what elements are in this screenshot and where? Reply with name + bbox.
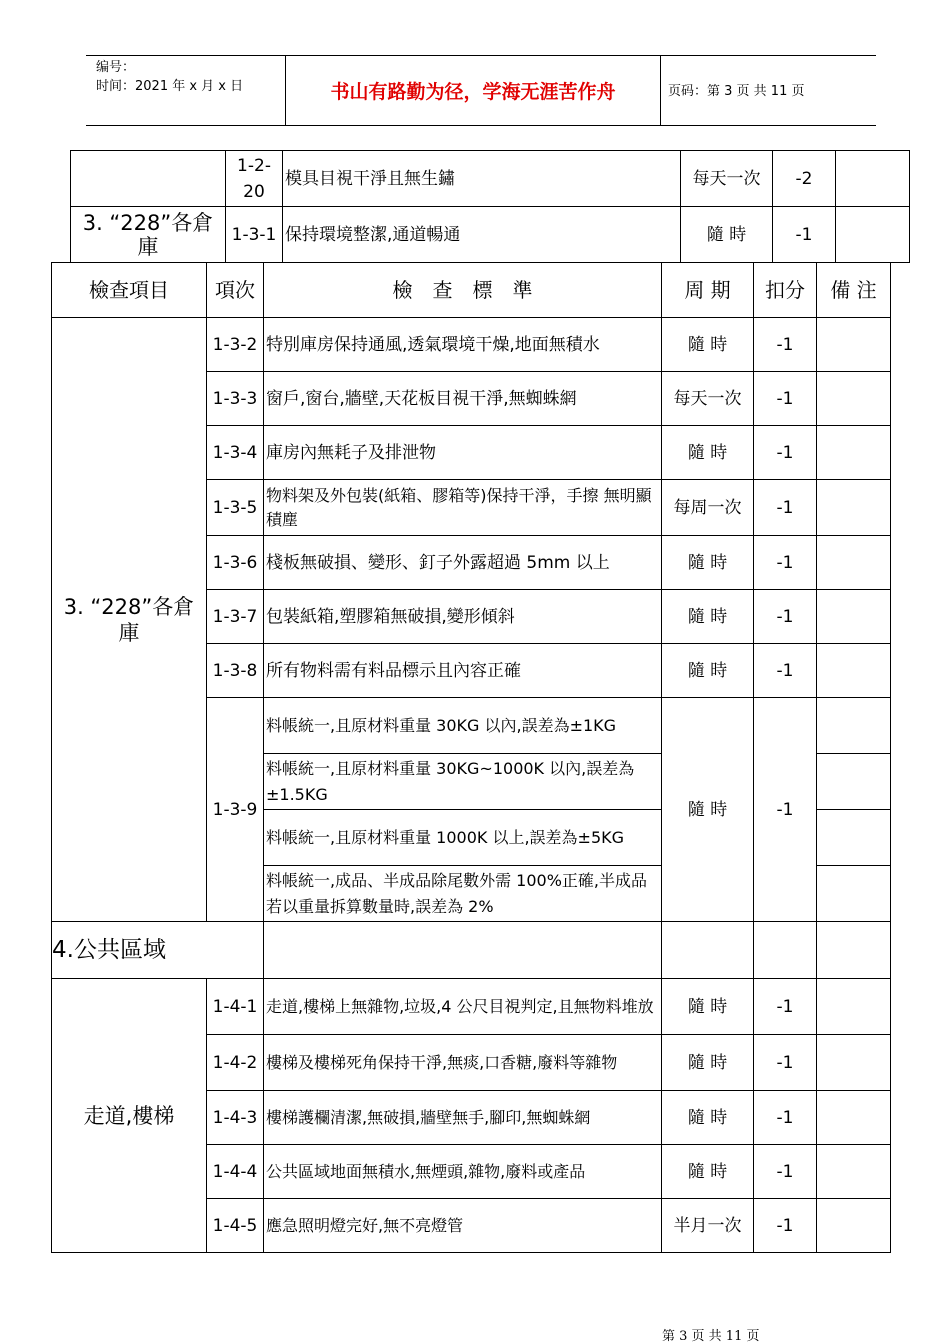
item-cell	[71, 151, 226, 207]
note-cell	[817, 590, 891, 644]
note-cell	[817, 318, 891, 372]
deduct-cell: -1	[754, 1145, 817, 1199]
code-cell: 1-4-2	[207, 1035, 264, 1091]
period-cell: 隨 時	[662, 1091, 754, 1145]
number-label: 编号：	[96, 60, 136, 75]
col-header: 檢 查 標 準	[264, 263, 662, 318]
code-cell: 1-3-8	[207, 644, 264, 698]
period-cell: 每周一次	[662, 480, 754, 536]
table-row	[52, 318, 891, 372]
standard-cell: 料帳統一,且原材料重量 1000K 以上,誤差為±5KG	[264, 810, 662, 866]
standard-cell: 所有物料需有料品標示且內容正確	[264, 644, 662, 698]
deduct-cell: -1	[754, 480, 817, 536]
deduct-cell: -1	[754, 590, 817, 644]
code-cell: 1-4-5	[207, 1199, 264, 1253]
note-cell	[817, 979, 891, 1035]
col-header: 備 注	[817, 263, 891, 318]
standard-cell: 走道,樓梯上無雜物,垃圾,4 公尺目視判定,且無物料堆放	[264, 979, 662, 1035]
deduct-cell: -1	[754, 318, 817, 372]
deduct-cell: -1	[754, 1091, 817, 1145]
empty-cell	[264, 922, 662, 979]
note-cell	[817, 1199, 891, 1253]
standard-cell: 料帳統一,成品、半成品除尾數外需 100%正確,半成品若以重量拆算數量時,誤差為 2%	[264, 866, 662, 922]
code-cell: 1-3-5	[207, 480, 264, 536]
motto: 书山有路勤为径，学海无涯苦作舟	[330, 81, 616, 103]
note-cell	[817, 372, 891, 426]
item-cell: 3. “228”各倉庫	[71, 207, 226, 263]
code-cell: 1-3-3	[207, 372, 264, 426]
deduct-cell: -1	[754, 1035, 817, 1091]
table-row	[71, 207, 910, 263]
code-cell: 1-2-20	[226, 151, 283, 207]
period-cell: 半月一次	[662, 1199, 754, 1253]
deduct-cell: -1	[754, 698, 817, 922]
note-cell	[817, 1145, 891, 1199]
page-label: 页码：第 3 页 共 11 页	[668, 84, 805, 99]
standard-cell: 料帳統一,且原材料重量 30KG 以內,誤差為±1KG	[264, 698, 662, 754]
table-row	[71, 151, 910, 207]
note-cell	[817, 426, 891, 480]
code-cell: 1-4-4	[207, 1145, 264, 1199]
period-cell: 每天一次	[662, 372, 754, 426]
code-cell: 1-4-3	[207, 1091, 264, 1145]
code-cell: 1-3-7	[207, 590, 264, 644]
deduct-cell: -1	[754, 644, 817, 698]
deduct-cell: -1	[754, 536, 817, 590]
deduct-cell: -2	[773, 151, 836, 207]
empty-cell	[754, 922, 817, 979]
note-cell	[817, 1091, 891, 1145]
note-cell	[836, 151, 910, 207]
standard-cell: 包裝紙箱,塑膠箱無破損,變形傾斜	[264, 590, 662, 644]
table-row	[52, 979, 891, 1035]
page-header	[86, 55, 876, 126]
standard-cell: 樓梯護欄清潔,無破損,牆壁無手,腳印,無蜘蛛網	[264, 1091, 662, 1145]
col-header: 周 期	[662, 263, 754, 318]
code-cell: 1-3-6	[207, 536, 264, 590]
col-header: 檢查項目	[52, 263, 207, 318]
code-cell: 1-3-2	[207, 318, 264, 372]
period-cell: 隨 時	[662, 536, 754, 590]
note-cell	[817, 754, 891, 810]
note-cell	[817, 644, 891, 698]
standard-cell: 棧板無破損、變形、釘子外露超過 5mm 以上	[264, 536, 662, 590]
section-title: 4.公共區域	[52, 922, 264, 979]
standard-cell: 料帳統一,且原材料重量 30KG~1000K 以內,誤差為±1.5KG	[264, 754, 662, 810]
note-cell	[817, 866, 891, 922]
col-header: 項次	[207, 263, 264, 318]
code-cell: 1-4-1	[207, 979, 264, 1035]
empty-cell	[817, 922, 891, 979]
code-cell: 1-3-4	[207, 426, 264, 480]
standard-cell: 窗戶,窗台,牆壁,天花板目視干淨,無蜘蛛網	[264, 372, 662, 426]
top-table	[70, 150, 910, 263]
item-cell: 3. “228”各倉庫	[52, 318, 207, 922]
header-row	[52, 263, 891, 318]
standard-cell: 模具目視干淨且無生鏽	[283, 151, 681, 207]
standard-cell: 樓梯及樓梯死角保持干淨,無痰,口香糖,廢料等雜物	[264, 1035, 662, 1091]
note-cell	[817, 698, 891, 754]
note-cell	[836, 207, 910, 263]
period-cell: 隨 時	[662, 1145, 754, 1199]
deduct-cell: -1	[754, 1199, 817, 1253]
empty-cell	[662, 922, 754, 979]
period-cell: 每天一次	[681, 151, 773, 207]
period-cell: 隨 時	[662, 644, 754, 698]
period-cell: 隨 時	[662, 426, 754, 480]
deduct-cell: -1	[754, 426, 817, 480]
deduct-cell: -1	[754, 979, 817, 1035]
deduct-cell: -1	[773, 207, 836, 263]
period-cell: 隨 時	[662, 698, 754, 922]
period-cell: 隨 時	[662, 318, 754, 372]
note-cell	[817, 810, 891, 866]
standard-cell: 庫房內無耗子及排泄物	[264, 426, 662, 480]
deduct-cell: -1	[754, 372, 817, 426]
period-cell: 隨 時	[681, 207, 773, 263]
note-cell	[817, 480, 891, 536]
item-cell: 走道,樓梯	[52, 979, 207, 1253]
header-left	[96, 58, 243, 96]
page-footer: 第 3 页 共 11 页	[662, 1329, 760, 1344]
standard-cell: 特別庫房保持通風,透氣環境干燥,地面無積水	[264, 318, 662, 372]
period-cell: 隨 時	[662, 590, 754, 644]
col-header: 扣分	[754, 263, 817, 318]
period-cell: 隨 時	[662, 1035, 754, 1091]
divider	[660, 56, 661, 125]
standard-cell: 保持環境整潔,通道暢通	[283, 207, 681, 263]
period-cell: 隨 時	[662, 979, 754, 1035]
standard-cell: 應急照明燈完好,無不亮燈管	[264, 1199, 662, 1253]
code-cell: 1-3-9	[207, 698, 264, 922]
code-cell: 1-3-1	[226, 207, 283, 263]
section-title-row	[52, 922, 891, 979]
note-cell	[817, 1035, 891, 1091]
standard-cell: 物料架及外包裝(紙箱、膠箱等)保持干淨，手擦 無明顯積塵	[264, 480, 662, 536]
inspection-table	[51, 262, 891, 1253]
standard-cell: 公共區域地面無積水,無煙頭,雜物,廢料或產品	[264, 1145, 662, 1199]
note-cell	[817, 536, 891, 590]
time-label: 时间：2021 年 x 月 x 日	[96, 79, 244, 94]
